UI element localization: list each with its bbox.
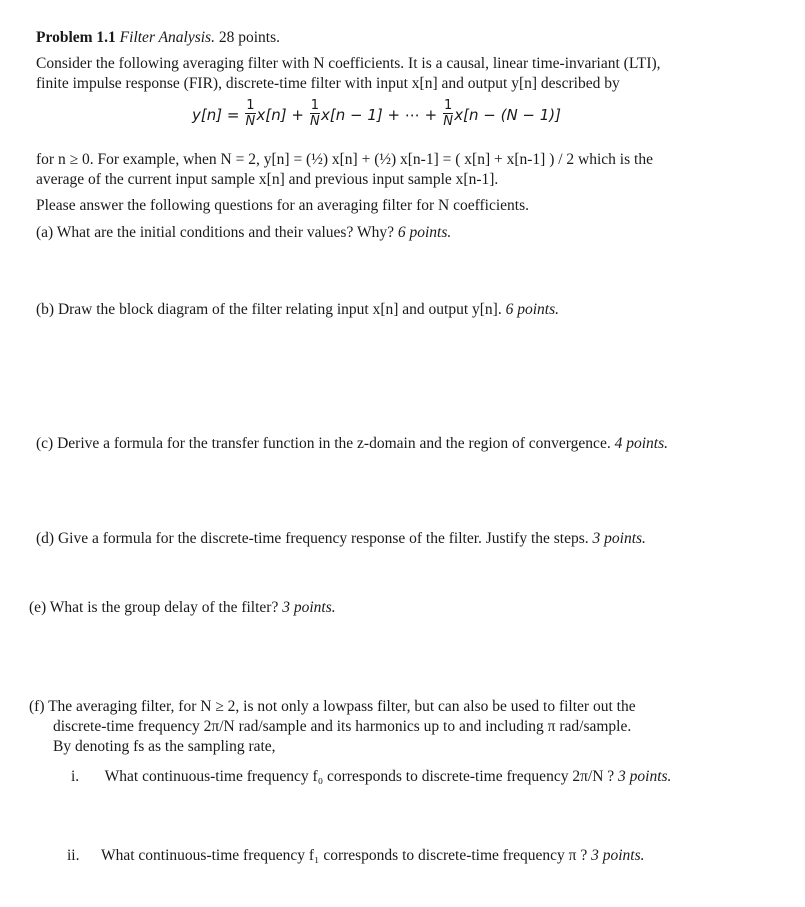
instruction-text: Please answer the following questions for an averaging filter for N coefficients. bbox=[36, 197, 529, 214]
question-b bbox=[36, 300, 559, 320]
equation-fraction-1: $\frac{1}{N}$ bbox=[245, 98, 256, 129]
problem-title: Filter Analysis. bbox=[119, 29, 215, 46]
problem-points: 28 points. bbox=[218, 29, 280, 46]
question-e-points: 3 points. bbox=[282, 599, 336, 616]
question-f-ii-points: 3 points. bbox=[591, 847, 645, 864]
problem-header bbox=[36, 28, 280, 48]
question-f-i-text: What continuous-time frequency f₀ corresponds to discrete-time frequency 2π/N ? bbox=[104, 768, 615, 785]
equation-fraction-2: $\frac{1}{N}$ bbox=[309, 98, 320, 129]
equation-term-2: x[n − 1] + ⋯ + bbox=[321, 106, 438, 124]
equation-term-1: x[n] + bbox=[256, 106, 304, 124]
question-c bbox=[36, 434, 668, 454]
question-f-i-label: i. bbox=[71, 768, 80, 785]
question-b-text: (b) Draw the block diagram of the filter relating input x[n] and output y[n]. bbox=[36, 301, 502, 318]
question-d bbox=[36, 529, 646, 549]
equation-math bbox=[192, 100, 561, 144]
question-a-points: 6 points. bbox=[397, 224, 452, 241]
question-f-i bbox=[71, 767, 671, 787]
equation-lhs: y[n] = bbox=[192, 106, 240, 124]
question-f-ii-text: What continuous-time frequency f₁ corresponds to discrete-time frequency π ? bbox=[100, 847, 588, 864]
question-f-i-points: 3 points. bbox=[618, 768, 672, 785]
question-f-line-2: discrete-time frequency 2π/N rad/sample and its harmonics up to and including π rad/sample. bbox=[53, 718, 632, 735]
after-eq-line-1: for n ≥ 0. For example, when N = 2, y[n] = (½) x[n] + (½) x[n-1] = ( x[n] + x[n-1] ) / 2 which is the bbox=[36, 151, 653, 168]
question-a bbox=[36, 223, 451, 243]
equation-fraction-3: $\frac{1}{N}$ bbox=[443, 98, 453, 129]
problem-number: Problem 1.1 bbox=[36, 29, 116, 46]
intro-line-2: finite impulse response (FIR), discrete-time filter with input x[n] and output y[n] described by bbox=[36, 75, 620, 92]
question-f-ii bbox=[67, 846, 645, 866]
question-f-ii-label: ii. bbox=[67, 847, 80, 864]
question-e-text: (e) What is the group delay of the filter? bbox=[29, 599, 279, 616]
difference-equation bbox=[0, 100, 805, 144]
question-e bbox=[29, 598, 336, 618]
question-f-line-3: By denoting fs as the sampling rate, bbox=[53, 738, 276, 755]
after-eq-line-2: average of the current input sample x[n] and previous input sample x[n-1]. bbox=[36, 171, 499, 188]
question-a-text: (a) What are the initial conditions and their values? Why? bbox=[36, 224, 394, 241]
question-d-text: (d) Give a formula for the discrete-time frequency response of the filter. Justify the steps. bbox=[36, 530, 589, 547]
question-c-text: (c) Derive a formula for the transfer function in the z-domain and the region of convergence. bbox=[36, 435, 611, 452]
question-d-points: 3 points. bbox=[592, 530, 646, 547]
question-c-points: 4 points. bbox=[614, 435, 668, 452]
intro-line-1: Consider the following averaging filter with N coefficients. It is a causal, linear time-invariant (LTI), bbox=[36, 55, 661, 72]
equation-term-3: x[n − (N − 1)] bbox=[454, 106, 562, 124]
question-b-points: 6 points. bbox=[505, 301, 560, 318]
question-f-line-1: (f) The averaging filter, for N ≥ 2, is not only a lowpass filter, but can also be used to filter out the bbox=[29, 698, 636, 715]
